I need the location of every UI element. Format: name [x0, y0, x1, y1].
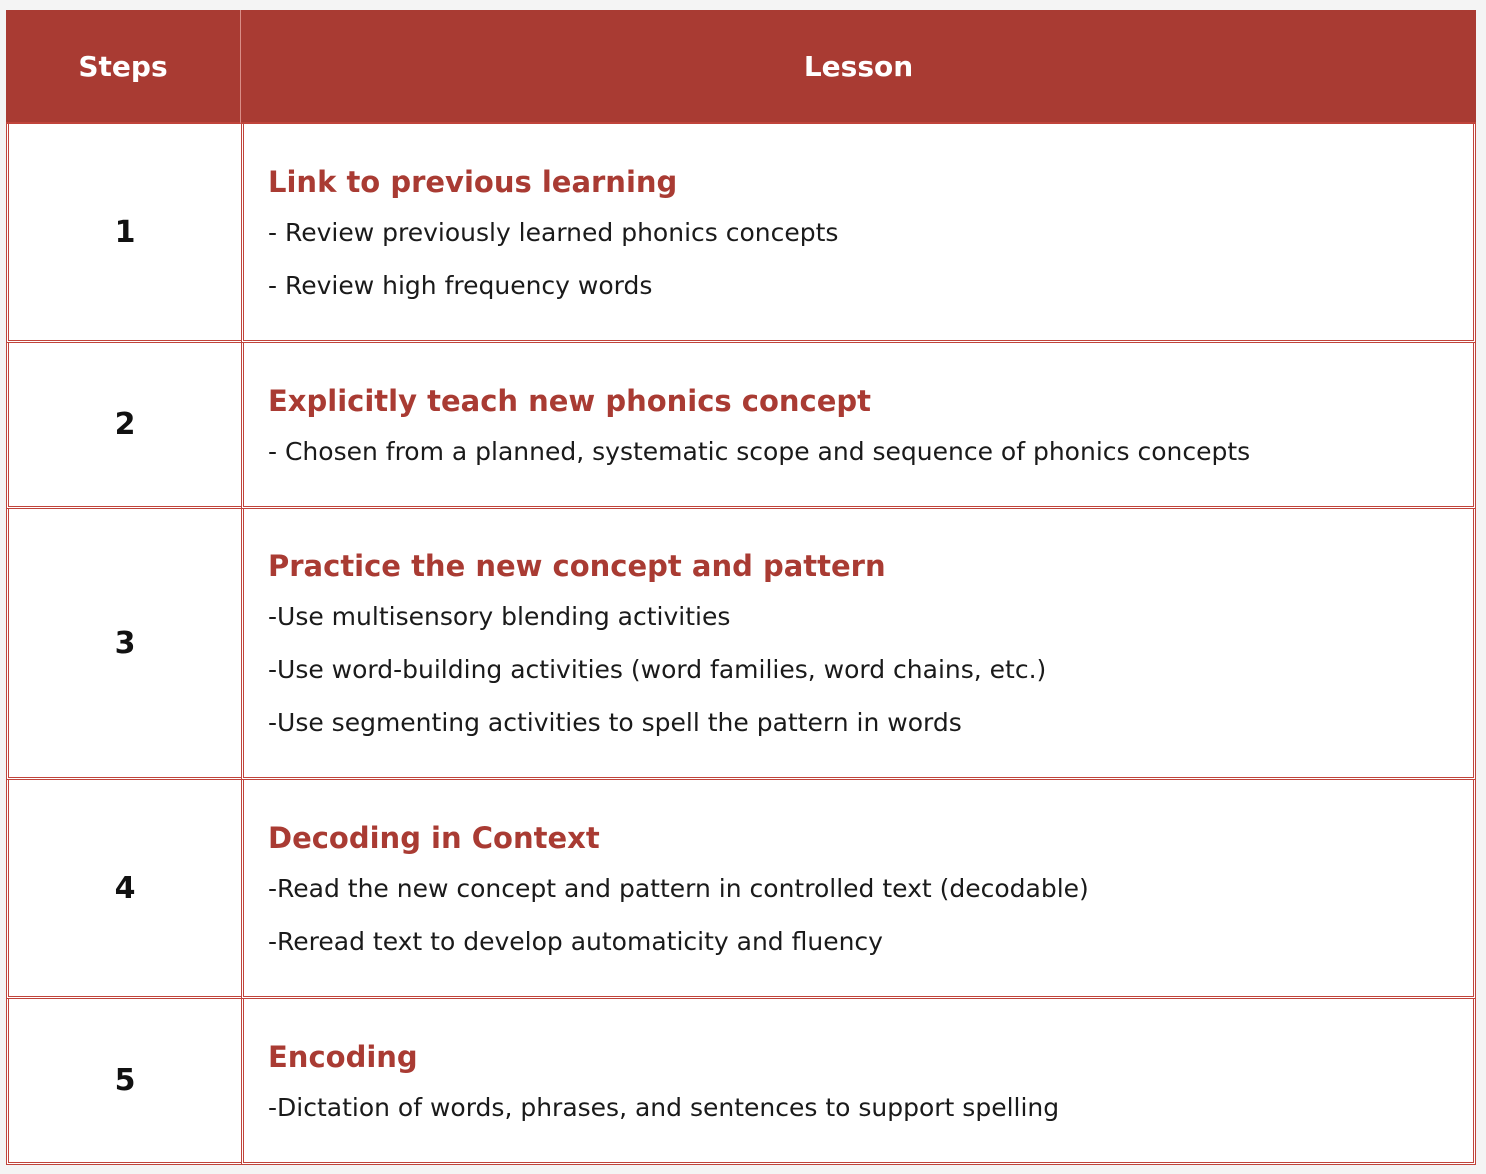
lesson-point: -Read the new concept and pattern in controlled text (decodable) — [268, 873, 1089, 903]
lesson-table — [6, 10, 1476, 1165]
step-number: 1 — [6, 124, 241, 343]
step-number: 5 — [6, 999, 241, 1165]
lesson-point: - Review previously learned phonics concepts — [268, 217, 839, 247]
header-row — [6, 10, 1476, 124]
lesson-title: Link to previous learning — [268, 164, 678, 199]
lesson-title: Encoding — [268, 1039, 418, 1074]
table-row — [6, 509, 1476, 780]
lesson-cell — [241, 509, 1476, 780]
table-body — [6, 124, 1476, 1165]
table-row — [6, 343, 1476, 509]
lesson-point: -Use segmenting activities to spell the pattern in words — [268, 708, 962, 737]
lesson-column-header: Lesson — [241, 10, 1476, 124]
step-number: 4 — [6, 780, 241, 999]
lesson-point: - Review high frequency words — [268, 270, 653, 300]
table-header — [6, 10, 1476, 124]
lesson-title: Explicitly teach new phonics concept — [268, 383, 872, 418]
lesson-cell — [241, 999, 1476, 1165]
lesson-point: - Chosen from a planned, systematic scope and sequence of phonics concepts — [268, 436, 1251, 466]
lesson-cell — [241, 124, 1476, 343]
table-row — [6, 124, 1476, 343]
lesson-table-frame — [6, 10, 1476, 1165]
lesson-cell — [241, 780, 1476, 999]
step-number: 2 — [6, 343, 241, 509]
lesson-title: Decoding in Context — [268, 820, 600, 855]
lesson-title: Practice the new concept and pattern — [268, 549, 886, 583]
table-row — [6, 999, 1476, 1165]
lesson-point: -Use multisensory blending activities — [268, 602, 731, 631]
lesson-point: -Reread text to develop automaticity and fluency — [268, 926, 883, 956]
lesson-point: -Use word-building activities (word families, word chains, etc.) — [268, 655, 1047, 684]
table-row — [6, 780, 1476, 999]
steps-column-header: Steps — [6, 10, 241, 124]
lesson-cell — [241, 343, 1476, 509]
lesson-point: -Dictation of words, phrases, and sentences to support spelling — [268, 1092, 1060, 1122]
step-number: 3 — [6, 509, 241, 780]
